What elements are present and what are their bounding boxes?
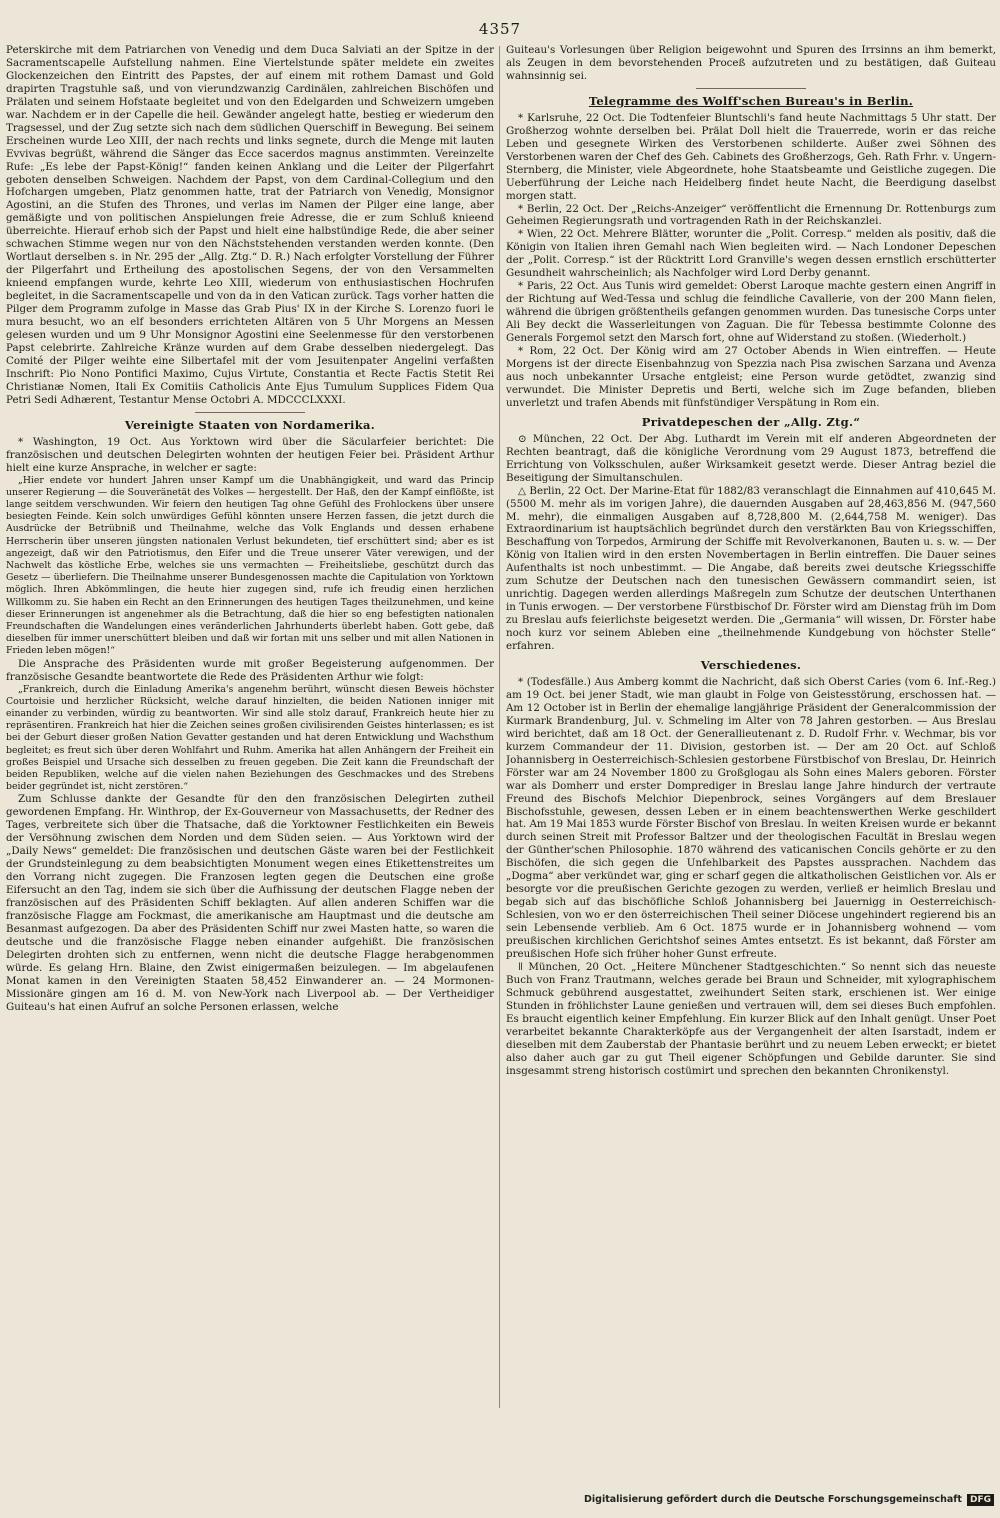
- page-number: 4357: [478, 20, 522, 38]
- dfg-logo: DFG: [967, 1494, 994, 1506]
- article-text: Die Ansprache des Präsidenten wurde mit großer Begeisterung aufgenommen. Der französische Gesandte beantwortete die Rede des Präsidenten Arthur wie folgt:: [6, 657, 494, 683]
- quote-text: „Hier endete vor hundert Jahren unser Kampf um die Unabhängigkeit, und ward das Princip unserer Regierung — die Souveränetät des Volkes — hergestellt. Der Haß, den der Kampf einflößte, ist lange seitdem verschwunden. Wir feiern den heutigen Tag ohne Gefühl des Frohlockens über unsere besiegten Feinde. Kein solch unwürdiges Gefühl könnten unsere Herzen fassen, die jetzt durch die Ausdrücke der Betrübniß und Theilnahme, welche das Volk Englands und dessen erhabene Herrscherin über unseren jüngsten nationalen Verlust bekundeten, tief erschüttert sind; aber es ist angezeigt, daß wir den Patriotismus, den Eifer und die Treue unserer Väter verewigen, und der Nachwelt das köstliche Erbe, welches sie uns vermachten — Freiheitsliebe, geschützt durch das Gesetz — überliefern. Die Theilnahme unserer Bundesgenossen machte die Capitulation von Yorktown möglich. Ihren Abkömmlingen, die heute hier zugegen sind, rufe ich freudig einen herzlichen Willkomm zu. Sie haben ein Recht an den Erinnerungen des heutigen Tages theilzunehmen, und keine dieser Erinnerungen ist angenehmer als die Betrachtung, daß die hier so eng befestigten nationalen Freundschaften die Wandelungen eines veränderlichen Jahrhunderts überlebt haben. Gott gebe, daß dieselben für immer unerschüttert bleiben und daß wir fortan mit uns selber und mit allen Nationen in Frieden leben mögen!“: [6, 474, 494, 657]
- section-divider: [696, 88, 806, 89]
- telegram-text: * Berlin, 22 Oct. Der „Reichs-Anzeiger“ veröffentlicht die Ernennung Dr. Rottenburgs zum Geheimen Regierungsrath und vortragenden Rath in der Reichskanzlei.: [506, 202, 996, 228]
- article-text: Guiteau's Vorlesungen über Religion beigewohnt und Spuren des Irrsinns an ihm bemerkt, als Zeugen in dem bevorstehenden Proceß aufzutreten und zu bestätigen, daß Guiteau wahnsinnig sei.: [506, 44, 996, 82]
- quote-text: „Frankreich, durch die Einladung Amerika's angenehm berührt, wünscht diesen Beweis höchster Courtoisie und herzlicher Rücksicht, welche darauf hinzielten, die beiden Nationen inniger mit einander zu verbinden, würdig zu beantworten. Wir sind alle stolz darauf, Frankreich heute hier zu repräsentiren. Frankreich hat hier die Zeichen seines großen civilisirenden Geistes hinterlassen; es ist bei der Geburt dieser großen Nation Gevatter gestanden und hat deren Entwicklung und Wachsthum begleitet; es freut sich über deren Wohlfahrt und Ruhm. Amerika hat allen Anhängern der Freiheit ein großes Beispiel und Ursache sich desselben zu freuen gegeben. Die Zeit kann die Freundschaft der beiden Republiken, welche auf die vielen nahen Beziehungen des Geschmackes und des Strebens beider gegründet ist, nicht zerstören.“: [6, 683, 494, 793]
- section-divider: [195, 412, 305, 413]
- article-text: * (Todesfälle.) Aus Amberg kommt die Nachricht, daß sich Oberst Caries (vom 6. Inf.-Reg.) am 19 Oct. bei jener Stadt, wie man glaubt in Folge von Geistesstörung, erschossen hat. — Am 12 October ist in Berlin der ehemalige langjährige Präsident der Generalcommission der Kurmark Brandenburg, Jul. v. Schmeling im Alter von 78 Jahren gestorben. — Aus Breslau wird berichtet, daß am 18 Oct. der Generallieutenant z. D. Rudolf Frhr. v. Wechmar, bis vor kurzem Commandeur der 11. Division, gestorben ist. — Der am 20 Oct. auf Schloß Johannisberg in Oesterreichisch-Schlesien gestorbene Fürstbischof von Breslau, Dr. Heinrich Förster war am 24 November 1800 zu Großglogau als Sohn eines Malers geboren. Förster war als Domherr und erster Domprediger in Breslau lange Jahre hindurch der vertraute Freund des Bischofs Melchior Diepenbrock, seines Vorgängers auf dem Breslauer Bischofsstuhle, gewesen, dessen Leben er in einem beachtenswerthen Werke geschildert hat. Am 19 Mai 1853 wurde Förster Bischof von Breslau. In weiten Kreisen wurde er bekannt durch seinen Streit mit Professor Baltzer und der theologischen Facultät in Breslau wegen der Günther'schen Philosophie. 1870 während des vaticanischen Concils gehörte er zu den Bischöfen, die sich gegen die Unfehlbarkeit des Papstes aussprachen. Nachdem das „Dogma“ aber verkündet war, ging er scharf gegen die altkatholischen Geistlichen vor. Als er besorgte vor die preußischen Gerichte gezogen zu werden, verließ er heimlich Breslau und begab sich auf das bischöfliche Schloß Johannisberg bei Jauernigg in Oesterreichisch-Schlesien, von wo er den österreichischen Theil seiner Diöcese ungehindert regierend bis an sein Lebensende verblieb. Am 6 Oct. 1875 wurde er in Johannisberg wohnend — vom preußischen kirchlichen Gerichtshof seines Amtes entsetzt. Es ist bekannt, daß Förster am preußischen Hofe sich früher hoher Gunst erfreute.: [506, 675, 996, 960]
- credit-text: Digitalisierung gefördert durch die Deutsche Forschungsgemeinschaft: [584, 1494, 962, 1505]
- article-text: * Washington, 19 Oct. Aus Yorktown wird über die Säcularfeier berichtet: Die französischen und deutschen Delegirten wohnten der heutigen Feier bei. Präsident Arthur hielt eine kurze Ansprache, in welcher er sagte:: [6, 435, 494, 474]
- section-heading: Verschiedenes.: [700, 657, 802, 672]
- article-text: Peterskirche mit dem Patriarchen von Venedig und dem Duca Salviati an der Spitze in der Sacramentscapelle Aufstellung nahmen. Eine Viertelstunde später meldete ein zweites Glockenzeichen den Eintritt des Papstes, der auf einem mit rothem Damast und Gold drapirten Tragstuhle saß, und von vierundzwanzig Cardinälen, zahlreichen Bischöfen und Prälaten und seinem Hofstaate begleitet und von den Edelgarden und Schweizern umgeben war. Nachdem er in der Capelle die heil. Gewänder angelegt hatte, bestieg er wiederum den Tragsessel, und der Zug setzte sich nach dem südlichen Querschiff in Bewegung. Bei seinem Erscheinen wurde Leo XIII, der nach rechts und links segnete, durch die Menge mit lauten Evvivas begrüßt, während die Sänger das Ecce sacerdos magnus anstimmten. Vereinzelte Rufe: „Es lebe der Papst-König!“ fanden keinen Anklang und die Leiter der Pilgerfahrt geboten denselben Schweigen. Nachdem der Papst, von dem Cardinal-Collegium und den Hofchargen umgeben, Platz genommen hatte, trat der Patriarch von Venedig, Monsignor Agostini, an die Stufen des Thrones, und verlas im Namen der Pilger eine lange, aber gemäßigte und von politischen Anspielungen freie Adresse, die er zum Schluß knieend überreichte. Hierauf erhob sich der Papst und hielt eine halbstündige Rede, die aber seiner schwachen Stimme wegen nur von den Nächststehenden verstanden werden konnte. (Den Wortlaut derselben s. in Nr. 295 der „Allg. Ztg.“ D. R.) Nach erfolgter Vorstellung der Führer der Pilgerfahrt und Ertheilung des apostolischen Segens, der von den Versammelten knieend empfangen wurde, kehrte Leo XIII, wiederum von enthusiastischen Hochrufen begleitet, in die Sacramentscapelle und von da in den Vatican zurück. Tags vorher hatten die Pilger dem Programm zufolge in Masse das Grab Pius' IX in der Kirche S. Lorenzo fuori le mura besucht, wo an elf besonders errichteten Altären von 5 Uhr Morgens an Messen gelesen wurden und um 9 Uhr Monsignor Agostini eine Seelenmesse für den verstorbenen Papst celebrirte. Zahlreiche Kränze wurden auf dem Grabe desselben niedergelegt. Das Comité der Pilger weihte eine Silbertafel mit der vom Jesuitenpater Angelini verfaßten Inschrift: Pio Nono Pontifici Maximo, Cujus Virtute, Constantia et Recte Factis Stetit Rei Christianæ Nomen, Itali Ex Comitiis Catholicis Ante Ejus Tumulum Supplices Fidem Qua Petri Sedi Adhærent, Testantur Mense Octobri A. MDCCCLXXXI.: [6, 44, 494, 406]
- telegram-text: * Karlsruhe, 22 Oct. Die Todtenfeier Bluntschli's fand heute Nachmittags 5 Uhr statt. Der Großherzog wohnte derselben bei. Prälat Doll hielt die Trauerrede, worin er das reiche Leben und gesegnete Wirken des Verstorbenen schilderte. Außer zwei Söhnen des Verstorbenen waren der Chef des Geh. Cabinets des Großherzogs, Geh. Rath Frhr. v. Ungern-Sternberg, die Minister, viele Abgeordnete, hohe Staatsbeamte und Geistliche zugegen. Die Ueberführung der Leiche nach Heidelberg findet heute Nacht, die Beerdigung daselbst morgen statt.: [506, 111, 996, 202]
- section-heading: Privatdepeschen der „Allg. Ztg.“: [641, 414, 861, 429]
- column-rule: [499, 46, 500, 1408]
- telegram-text: * Paris, 22 Oct. Aus Tunis wird gemeldet: Oberst Laroque machte gestern einen Angriff in der Richtung auf Wed-Tessa und schlug die feindliche Cavallerie, von der 200 Mann fielen, während die übrigen größtentheils gefangen genommen wurden. Das tunesische Corps unter Ali Bey deckt die Wasserleitungen von Zaguan. Die für Tebessa bestimmte Colonne des Generals Forgemol setzt den Marsch fort, ohne auf Widerstand zu stoßen. (Wiederholt.): [506, 280, 996, 345]
- article-text: Zum Schlusse dankte der Gesandte für den den französischen Delegirten zutheil gewordenen Empfang. Hr. Winthrop, der Ex-Gouverneur von Massachusetts, der Redner des Tages, verbreitete sich über die Thatsache, daß die Yorktowner Festlichkeiten ein Beweis der Versöhnung zwischen dem Norden und dem Süden seien. — Aus Yorktown wird der „Daily News“ gemeldet: Die französischen und deutschen Gäste waren bei der Festlichkeit der Grundsteinlegung zu dem beabsichtigten Monument wegen eines Etikettenstreites um den Vorrang nicht zugegen. Die Franzosen legten gegen die Deutschen eine große Eifersucht an den Tag, indem sie sich über die Aufhissung der deutschen Flagge neben der französischen auf des Präsidenten Schiff beklagten. Auf allen anderen Schiffen war die französische Flagge am Fockmast, die amerikanische am Hauptmast und die deutsche am Besanmast aufgezogen. Da aber des Präsidenten Schiff nur zwei Masten hatte, so waren die deutsche und die französische Flagge neben einander aufgehißt. Die französischen Delegirten drohten sich zu entfernen, wenn nicht die deutsche Flagge herabgenommen würde. Es gelang Hrn. Blaine, den Zwist einigermaßen beizulegen. — Im abgelaufenen Monat kamen in den Vereinigten Staaten 58,452 Einwanderer an. — 24 Mormonen-Missionäre gingen am 16 d. M. von New-York nach Liverpool ab. — Der Vertheidiger Guiteau's hat einen Aufruf an solche Personen erlassen, welche: [6, 793, 494, 1013]
- telegram-text: * Wien, 22 Oct. Mehrere Blätter, worunter die „Polit. Corresp.“ melden als positiv, daß die Königin von Italien ihren Gemahl nach Wien begleiten wird. — Nach Londoner Depeschen der „Polit. Corresp.“ ist der Rücktritt Lord Granville's wegen dessen ernstlich erschütterter Gesundheit wahrscheinlich; als Nachfolger wird Lord Derby genannt.: [506, 228, 996, 280]
- digitization-credit: [0, 1494, 994, 1506]
- left-column: [6, 44, 494, 1412]
- right-column: [506, 44, 996, 1412]
- dispatch-text: ⊙ München, 22 Oct. Der Abg. Luthardt im Verein mit elf anderen Abgeordneten der Rechten beantragt, daß die königliche Verordnung vom 29 August 1873, betreffend die Errichtung von Volksschulen, außer Wirksamkeit gesetzt werde. Dieser Antrag beziel die Beseitigung der Simultanschulen.: [506, 432, 996, 484]
- section-heading: Telegramme des Wolff'schen Bureau's in Berlin.: [588, 93, 914, 108]
- telegram-text: * Rom, 22 Oct. Der König wird am 27 October Abends in Wien eintreffen. — Heute Morgens ist der directe Eisenbahnzug von Spezzia nach Pisa zwischen Sarzana und Avenza aus noch unbekannter Ursache entgleist; eine Person wurde getödtet, zwanzig sind verwundet. Die Minister Depretis und Berti, welche sich im Zuge befanden, blieben unverletzt und trafen Abends mit fünfstündiger Verspätung in Rom ein.: [506, 345, 996, 409]
- dispatch-text: △ Berlin, 22 Oct. Der Marine-Etat für 1882/83 veranschlagt die Einnahmen auf 410,645 M. (5500 M. mehr als im vorigen Jahre), die dauernden Ausgaben auf 28,463,856 M. (947,560 M. mehr), die einmaligen Ausgaben auf 8,728,800 M. (2,644,758 M. weniger). Das Extraordinarium ist hauptsächlich begründet durch den verstärkten Bau von Kriegsschiffen, Beschaffung von Torpedos, Armirung der Schiffe mit Revolverkanonen, Bauten u. s. w. — Der König von Italien wird in den ersten Novembertagen in Berlin eintreffen. Die Dauer seines Aufenthalts ist noch unbestimmt. — Die Angabe, daß bereits zwei deutsche Kriegsschiffe zum Schutze der Deutschen nach den tunesischen Gewässern commandirt seien, ist unrichtig. Dagegen werden allerdings Maßregeln zum Schutze der deutschen Unterthanen in Tunis erwogen. — Der verstorbene Fürstbischof Dr. Förster wird am Dienstag früh im Dom zu Breslau aufs feierlichste beigesetzt werden. Die „Germania“ will wissen, Dr. Förster habe noch kurz vor seinem Ableben eine „theilnehmende Kundgebung von höchster Stelle“ erfahren.: [506, 484, 996, 653]
- section-heading: Vereinigte Staaten von Nordamerika.: [124, 417, 376, 432]
- article-text: ǁ München, 20 Oct. „Heitere Münchener Stadtgeschichten.“ So nennt sich das neueste Buch von Franz Trautmann, welches gerade bei Braun und Schneider, mit xylographischem Schmuck gebührend ausgestattet, zweihundert Seiten stark, erschienen ist. Wer einige Stunden in fröhlichster Laune genießen und vertrauen will, dem sei dieses Buch empfohlen. Es braucht eigentlich keiner Empfehlung. Ein kurzer Blick auf den Inhalt genügt. Unser Poet verarbeitet bekannte Charakterköpfe aus der Vergangenheit der alten Isarstadt, indem er dieselben mit dem Zauberstab der Phantasie berührt und zu neuem Leben erweckt; er bietet also daher auch gar zu gut Theil eigener Schöpfungen und Gebilde darunter. Sie sind insgesammt streng historisch costümirt und sprechen den bekannten Chronikenstyl.: [506, 960, 996, 1077]
